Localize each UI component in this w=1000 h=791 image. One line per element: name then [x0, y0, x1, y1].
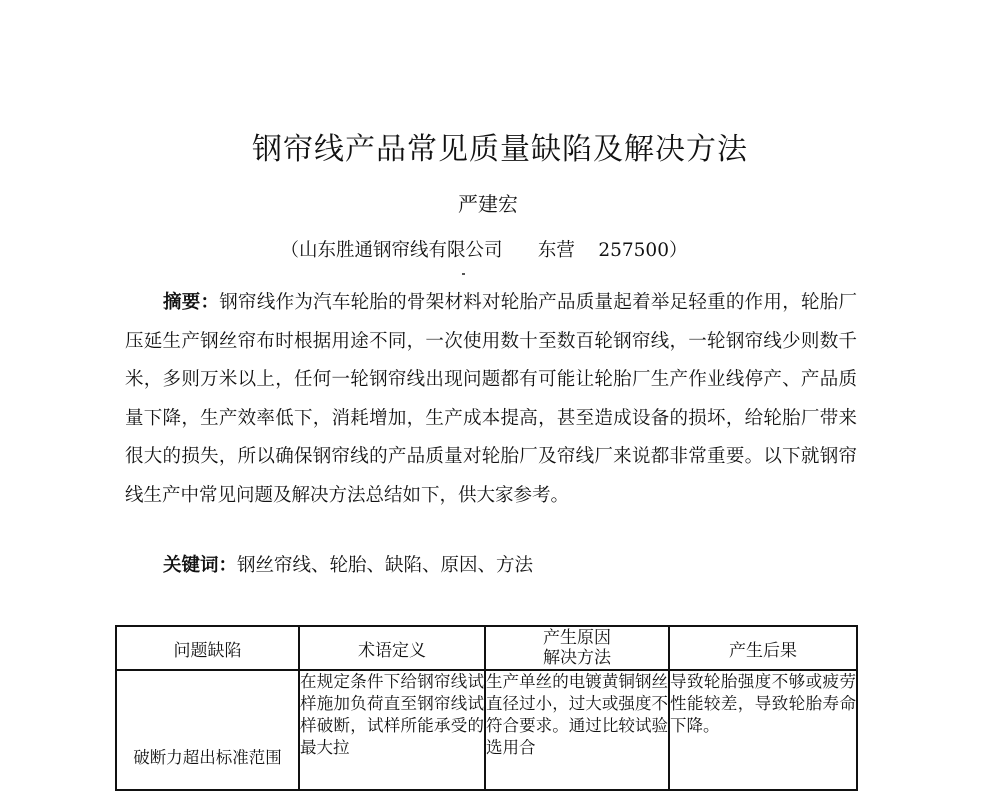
- table-header-row: [116, 626, 857, 670]
- keywords-text: 钢丝帘线、轮胎、缺陷、原因、方法: [237, 555, 534, 576]
- author-name: 严建宏: [458, 192, 518, 216]
- header-definition: 术语定义: [299, 626, 485, 670]
- row-definition: 在规定条件下给钢帘线试样施加负荷直至钢帘线试样破断，试样所能承受的最大拉: [299, 670, 485, 790]
- header-cause-solution: [485, 626, 669, 670]
- affiliation: （山东胜通钢帘线有限公司 东营 257500）: [280, 240, 688, 261]
- defect-table: [115, 625, 858, 791]
- row-defect: 破断力超出标准范围: [133, 748, 282, 767]
- article-title: 钢帘线产品常见质量缺陷及解决方法: [252, 132, 748, 167]
- table-row: [116, 670, 857, 790]
- row-defect-cell: [116, 670, 299, 790]
- row-consequence: 导致轮胎强度不够或疲劳性能较差，导致轮胎寿命下降。: [669, 670, 857, 790]
- row-cause: 生产单丝的电镀黄铜钢丝直径过小，过大或强度不符合要求。通过比较试验选用合: [485, 670, 669, 790]
- abstract-label: 摘要：: [163, 292, 220, 313]
- scan-speck: [462, 273, 465, 275]
- keywords-line: [163, 551, 533, 581]
- abstract-text: 钢帘线作为汽车轮胎的骨架材料对轮胎产品质量起着举足轻重的作用，轮胎厂压延生产钢丝帘布时根据用途不同，一次使用数十至数百轮钢帘线，一轮钢帘线少则数千米，多则万米以上，任何一轮钢帘线出现问题都有可能让轮胎厂生产作业线停产、产品质量下降，生产效率低下，消耗增加，生产成本提高，甚至造成设备的损坏，给轮胎厂带来很大的损失，所以确保钢帘线的产品质量对轮胎厂及帘线厂来说都非常重要。以下就钢帘线生产中常见问题及解决方法总结如下，供大家参考。: [125, 292, 857, 506]
- header-solution: 解决方法: [543, 648, 611, 668]
- header-defect: 问题缺陷: [116, 626, 299, 670]
- header-cause: 产生原因: [543, 628, 611, 648]
- keywords-label: 关键词：: [163, 555, 238, 576]
- header-consequence: 产生后果: [669, 626, 857, 670]
- abstract-paragraph: [125, 284, 857, 516]
